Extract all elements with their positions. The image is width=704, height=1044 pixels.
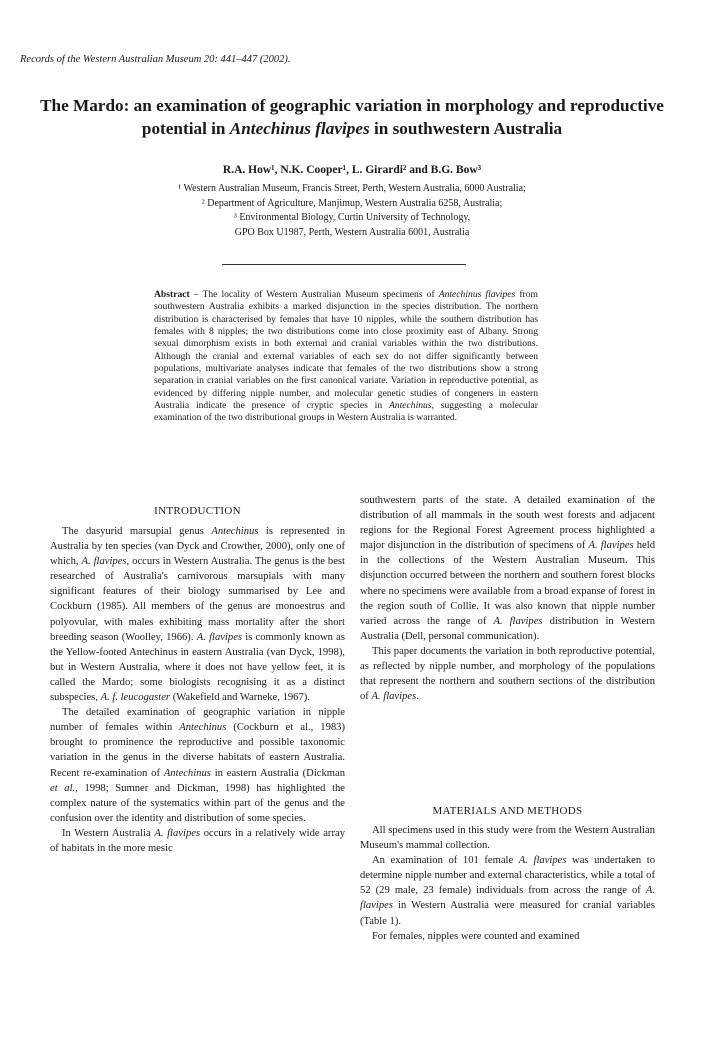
abstract-label: Abstract	[154, 289, 190, 300]
column-left	[50, 524, 345, 856]
intro-paragraph-2: The detailed examination of geographic variation in nipple number of females within Antechinus (Cockburn et al., 1983) brought to prominence the reproductive and possible taxonomic variation in the genus in the diverse habitats of eastern Australia. Recent re-examination of Antechinus in eastern Australia (Dickman et al., 1998; Sumner and Dickman, 1998) has highlighted the complex nature of the systematics within part of the genus and the confusion over the identity and distribution of some species.	[50, 707, 346, 824]
intro-paragraph-1: The dasyurid marsupial genus Antechinus is represented in Australia by ten species (van Dyck and Crowther, 2000), only one of which, A. flavipes, occurs in Western Australia. The genus is the best researched of Australia's carnivorous marsupials with many significant features of their biology summarised by Lee and Cockburn (1985). All members of the genus are monoestrus and polyovular, with males exhibiting mass mortality after the short breeding season (Woolley, 1966). A. flavipes is commonly known as the Yellow-footed Antechinus in eastern Australia (van Dyck, 1998), but in Western Australia, where it does not have yellow feet, it is called the Mardo; some biologists recognising it as a distinct subspecies, A. f. leucogaster (Wakefield and Warneke, 1967).	[50, 526, 346, 704]
abstract: Abstract – The locality of Western Australian Museum specimens of Antechinus flavipes from southwestern Australia exhibits a marked disjunction in the species distribution. The northern distribution is characterised by females that have 10 nipples, while the southern distribution has females with 8 nipples; the two distributions come into close proximity east of Albany. Strong sexual dimorphism exists in both external and cranial variables within the two distributions. Although the cranial and external variables of each sex do not differ significantly between populations, multivariate analyses indicate that females of the two distributions show a strong separation in cranial variables on the first canonical variate. Variation in reproductive potential, as evidenced by differing nipple number, and molecular genetic studies of congeners in eastern Australia indicate the presence of cryptic species in Antechinus, suggesting a molecular examination of the two distributional groups in Western Australia is warranted.	[154, 289, 539, 424]
separator-rule	[222, 264, 466, 265]
intro-paragraph-3-continued: southwestern parts of the state. A detailed examination of the distribution of all mammals in the south west forests and adjacent regions for the Regional Forest Agreement process highlighted a major disjunction in the distribution of specimens of A. flavipes held in the collections of the Western Australian Museum. This disjunction occurred between the northern and southern forest blocks where no specimens were available from a broad expanse of forest in the region south of Collie. It was also known that nipple number varied across the range of A. flavipes distribution in Western Australia (Dell, personal communication).	[360, 495, 656, 642]
affiliation-1: ¹ Western Australian Museum, Francis Street, Perth, Western Australia, 6000 Australia;	[178, 183, 526, 194]
column-right-methods	[360, 823, 655, 944]
methods-paragraph-3: For females, nipples were counted and examined	[372, 930, 580, 942]
methods-paragraph-2: An examination of 101 female A. flavipes was undertaken to determine nipple number and external characteristics, while a total of 52 (29 male, 23 female) individuals from across the range of A. flavipes in Western Australia were measured for cranial variables (Table 1).	[360, 855, 656, 927]
running-head: Records of the Western Australian Museum 20: 441–447 (2002).	[20, 54, 291, 65]
author-list: R.A. How¹, N.K. Cooper¹, L. Girardi² and B.G. Bow³	[222, 164, 482, 176]
intro-paragraph-4: This paper documents the variation in both reproductive potential, as reflected by nipple number, and morphology of the populations that represent the northern and southern sections of the distribution of A. flavipes.	[360, 645, 655, 703]
affiliation-2: ² Department of Agriculture, Manjimup, Western Australia 6258, Australia;	[201, 197, 503, 209]
affiliations	[60, 182, 644, 240]
affiliation-3-address: GPO Box U1987, Perth, Western Australia 6001, Australia	[234, 226, 470, 238]
methods-heading: MATERIALS AND METHODS	[432, 805, 583, 817]
methods-paragraph-1: All specimens used in this study were from the Western Australian Museum's mammal collection.	[360, 825, 655, 852]
column-right	[360, 493, 655, 704]
article-title: The Mardo: an examination of geographic variation in morphology and reproductive potential in Antechinus flavipes in southwestern Australia	[40, 96, 664, 138]
introduction-heading: INTRODUCTION	[154, 505, 241, 517]
affiliation-3: ³ Environmental Biology, Curtin University of Technology,	[233, 212, 471, 223]
intro-paragraph-3: In Western Australia A. flavipes occurs in a relatively wide array of habitats in the more mesic	[50, 827, 345, 854]
